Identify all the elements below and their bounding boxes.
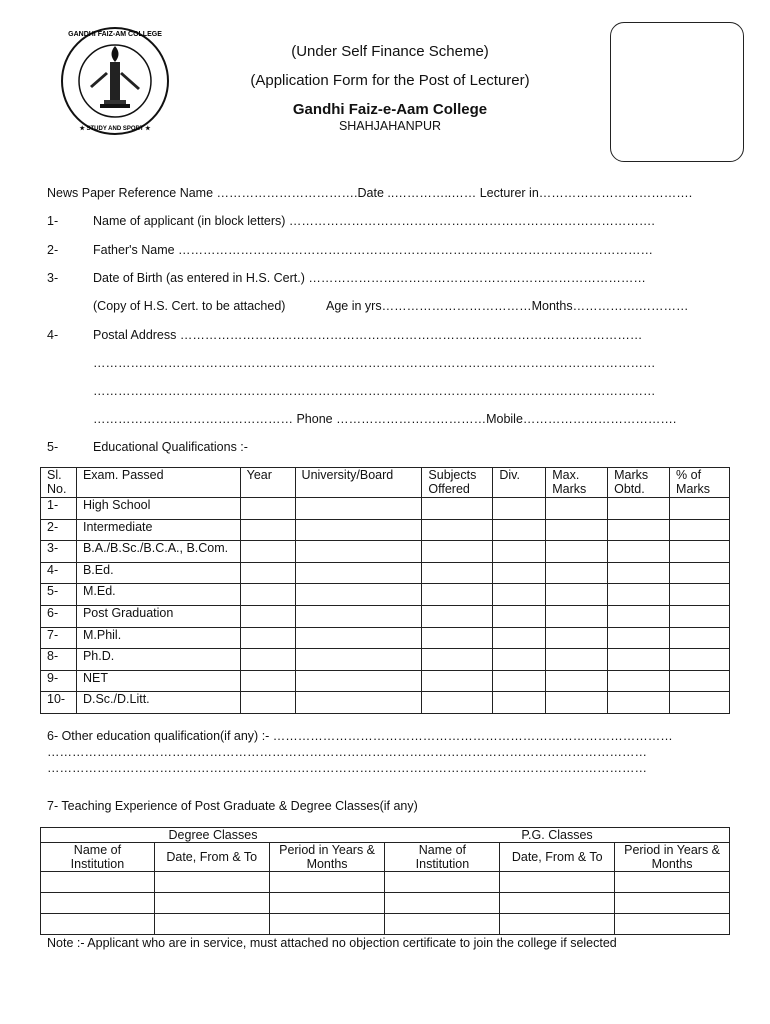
college-name: Gandhi Faiz-e-Aam College [292,101,488,118]
exp-cell[interactable] [41,872,155,893]
experience-row [41,872,730,893]
row-number: 9- [41,670,77,692]
exam-name: B.Ed. [76,562,240,584]
edu-cell[interactable] [295,649,422,671]
education-row [41,605,730,627]
exp-cell[interactable] [500,914,615,935]
edu-cell[interactable] [546,562,608,584]
edu-cell[interactable] [493,649,546,671]
edu-cell[interactable] [608,562,670,584]
edu-cell[interactable] [295,605,422,627]
exp-cell[interactable] [500,872,615,893]
edu-cell[interactable] [295,584,422,606]
form-title: (Application Form for the Post of Lecturer) [250,72,530,89]
edu-cell[interactable] [493,627,546,649]
col-header-university [295,468,422,498]
edu-cell[interactable] [240,605,295,627]
service-note: Note :- Applicant who are in service, must attached no objection certificate to join the college if selected [47,936,617,950]
college-city: SHAHJAHANPUR [338,119,442,133]
edu-cell[interactable] [608,498,670,520]
edu-cell[interactable] [670,627,730,649]
col-header-div [493,468,546,498]
header-text: Name of Institution [70,843,125,871]
edu-cell[interactable] [422,605,493,627]
experience-row [41,893,730,914]
edu-cell[interactable] [546,584,608,606]
education-table [40,467,730,714]
row-number: 3- [41,541,77,563]
q2-number: 2- [47,243,59,257]
edu-cell[interactable] [670,649,730,671]
exp-cell[interactable] [385,914,500,935]
edu-cell[interactable] [493,605,546,627]
phone-mobile-field[interactable]: ………………………………………… Phone ………………………………Mobile………………………………. [93,412,677,426]
edu-cell[interactable] [295,692,422,714]
college-seal [60,26,170,136]
scheme-line: (Under Self Finance Scheme) [291,43,489,60]
edu-cell[interactable] [422,584,493,606]
col-header-max-marks [546,468,608,498]
pg-classes-header: P.G. Classes [385,828,730,843]
experience-row [41,914,730,935]
edu-cell[interactable] [295,670,422,692]
edu-cell[interactable] [295,627,422,649]
row-number: 4- [41,562,77,584]
edu-cell[interactable] [608,627,670,649]
edu-cell[interactable] [670,519,730,541]
exp-cell[interactable] [385,893,500,914]
education-row [41,519,730,541]
edu-cell[interactable] [493,692,546,714]
edu-cell[interactable] [422,692,493,714]
edu-cell[interactable] [422,627,493,649]
col-header-subjects [422,468,493,498]
edu-cell[interactable] [670,562,730,584]
exp-cell[interactable] [41,914,155,935]
exp-col-dates [154,843,269,872]
edu-cell[interactable] [493,541,546,563]
header-text: Max. Marks [552,468,587,496]
edu-cell[interactable] [608,692,670,714]
education-row [41,541,730,563]
edu-cell[interactable] [295,562,422,584]
edu-cell[interactable] [422,519,493,541]
exp-cell[interactable] [615,914,730,935]
edu-cell[interactable] [546,649,608,671]
col-header-sl [41,468,77,498]
address-line-2[interactable]: ……………………………………………………………………………………………………………………… [93,356,656,370]
address-line-3[interactable]: ……………………………………………………………………………………………………………………… [93,384,656,398]
education-row [41,649,730,671]
edu-cell[interactable] [546,498,608,520]
header-text: Subjects Offered [428,468,477,496]
edu-cell[interactable] [546,627,608,649]
photo-box[interactable] [610,22,744,162]
edu-cell[interactable] [608,605,670,627]
edu-cell[interactable] [608,541,670,563]
header-text: Name of Institution [415,843,470,871]
education-row [41,584,730,606]
edu-cell[interactable] [493,584,546,606]
header-text: Exam. Passed [82,468,164,482]
exam-name: Ph.D. [76,649,240,671]
edu-qualifications-heading: Educational Qualifications :- [93,440,248,454]
other-qualification-line-2[interactable]: ……………………………………………………………………………………………………………………………… [47,745,647,759]
edu-cell[interactable] [670,692,730,714]
svg-text:★ STUDY AND SPORT ★: ★ STUDY AND SPORT ★ [79,126,151,132]
edu-cell[interactable] [422,670,493,692]
edu-cell[interactable] [670,498,730,520]
education-header-row [41,468,730,498]
edu-cell[interactable] [240,670,295,692]
row-number: 8- [41,649,77,671]
exp-col-dates-pg [500,843,615,872]
edu-cell[interactable] [670,605,730,627]
edu-cell[interactable] [670,584,730,606]
edu-cell[interactable] [295,519,422,541]
row-number: 7- [41,627,77,649]
education-row [41,670,730,692]
col-header-year [240,468,295,498]
degree-classes-header: Degree Classes [41,828,385,843]
edu-cell[interactable] [240,649,295,671]
education-row [41,498,730,520]
edu-cell[interactable] [240,692,295,714]
education-row [41,562,730,584]
exam-name: Post Graduation [76,605,240,627]
exp-col-period-pg [615,843,730,872]
header-text: % of Marks [676,468,711,496]
exp-cell[interactable] [269,914,385,935]
edu-cell[interactable] [546,519,608,541]
hs-cert-note: (Copy of H.S. Cert. to be attached) [93,299,286,313]
age-field[interactable]: Age in yrs………………………………Months…………….………… [326,299,689,313]
edu-cell[interactable] [546,670,608,692]
other-qualification-line-3[interactable]: ……………………………………………………………………………………………………………………………… [47,761,647,775]
header-text: Year [246,468,272,482]
header-text: Date, From & To [166,850,258,864]
education-row [41,692,730,714]
edu-cell[interactable] [546,692,608,714]
edu-cell[interactable] [493,670,546,692]
exp-col-institution-pg [385,843,500,872]
header-text: Period in Years & Months [624,843,721,871]
experience-header-row [41,843,730,872]
exp-col-period [269,843,385,872]
exam-name: Intermediate [76,519,240,541]
postal-address-field[interactable]: Postal Address ………………………………………………………………………………………………… [93,328,643,342]
experience-group-row [41,828,730,843]
edu-cell[interactable] [608,584,670,606]
q5-number: 5- [47,440,59,454]
edu-cell[interactable] [422,562,493,584]
header-text: Period in Years & Months [279,843,376,871]
exp-cell[interactable] [500,893,615,914]
exp-cell[interactable] [615,872,730,893]
edu-cell[interactable] [422,498,493,520]
edu-cell[interactable] [240,541,295,563]
row-number: 6- [41,605,77,627]
svg-text:GANDHI FAIZ-AM COLLEGE: GANDHI FAIZ-AM COLLEGE [68,31,162,38]
row-number: 10- [41,692,77,714]
edu-cell[interactable] [240,584,295,606]
q1-number: 1- [47,214,59,228]
exam-name: M.Phil. [76,627,240,649]
exp-cell[interactable] [154,893,269,914]
exam-name: High School [76,498,240,520]
exp-cell[interactable] [269,893,385,914]
education-row [41,627,730,649]
exp-cell[interactable] [615,893,730,914]
exam-name: D.Sc./D.Litt. [76,692,240,714]
exam-name: NET [76,670,240,692]
header-text: University/Board [301,468,394,482]
edu-cell[interactable] [608,519,670,541]
edu-cell[interactable] [546,605,608,627]
father-name-field[interactable]: Father's Name …………………………………………………………………………………………………… [93,243,654,257]
exam-name: M.Ed. [76,584,240,606]
header-text: Marks Obtd. [614,468,649,496]
exp-cell[interactable] [154,872,269,893]
row-number: 1- [41,498,77,520]
edu-cell[interactable] [493,562,546,584]
row-number: 2- [41,519,77,541]
teaching-experience-heading: 7- Teaching Experience of Post Graduate & Degree Classes(if any) [47,799,418,813]
col-header-marks-obtd [608,468,670,498]
col-header-percent [670,468,730,498]
dob-field[interactable]: Date of Birth (as entered in H.S. Cert.) ……………………………………………………………………… [93,271,646,285]
edu-cell[interactable] [608,649,670,671]
education-body [41,498,730,714]
row-number: 5- [41,584,77,606]
edu-cell[interactable] [670,670,730,692]
edu-cell[interactable] [240,519,295,541]
exp-col-institution [41,843,155,872]
exp-cell[interactable] [385,872,500,893]
header-text: Div. [499,468,520,482]
header-text: Sl. No. [47,468,67,496]
q3-number: 3- [47,271,59,285]
edu-cell[interactable] [422,649,493,671]
exp-cell[interactable] [41,893,155,914]
edu-cell[interactable] [422,541,493,563]
exp-cell[interactable] [269,872,385,893]
edu-cell[interactable] [493,519,546,541]
edu-cell[interactable] [670,541,730,563]
q4-number: 4- [47,328,59,342]
edu-cell[interactable] [240,498,295,520]
exp-cell[interactable] [154,914,269,935]
newspaper-reference-field[interactable]: News Paper Reference Name …………………………….Date ..…………..…… Lecturer in………………………………. [47,186,693,200]
edu-cell[interactable] [546,541,608,563]
edu-cell[interactable] [493,498,546,520]
edu-cell[interactable] [240,627,295,649]
experience-table [40,827,730,935]
edu-cell[interactable] [608,670,670,692]
edu-cell[interactable] [295,498,422,520]
header-text: Date, From & To [511,850,603,864]
applicant-name-field[interactable]: Name of applicant (in block letters) ……………………………………………………………………………. [93,214,655,228]
edu-cell[interactable] [295,541,422,563]
exam-name: B.A./B.Sc./B.C.A., B.Com. [76,541,240,563]
edu-cell[interactable] [240,562,295,584]
col-header-exam [76,468,240,498]
other-qualification-field[interactable]: 6- Other education qualification(if any) :- …………………………………………………………………………………… [47,729,673,743]
